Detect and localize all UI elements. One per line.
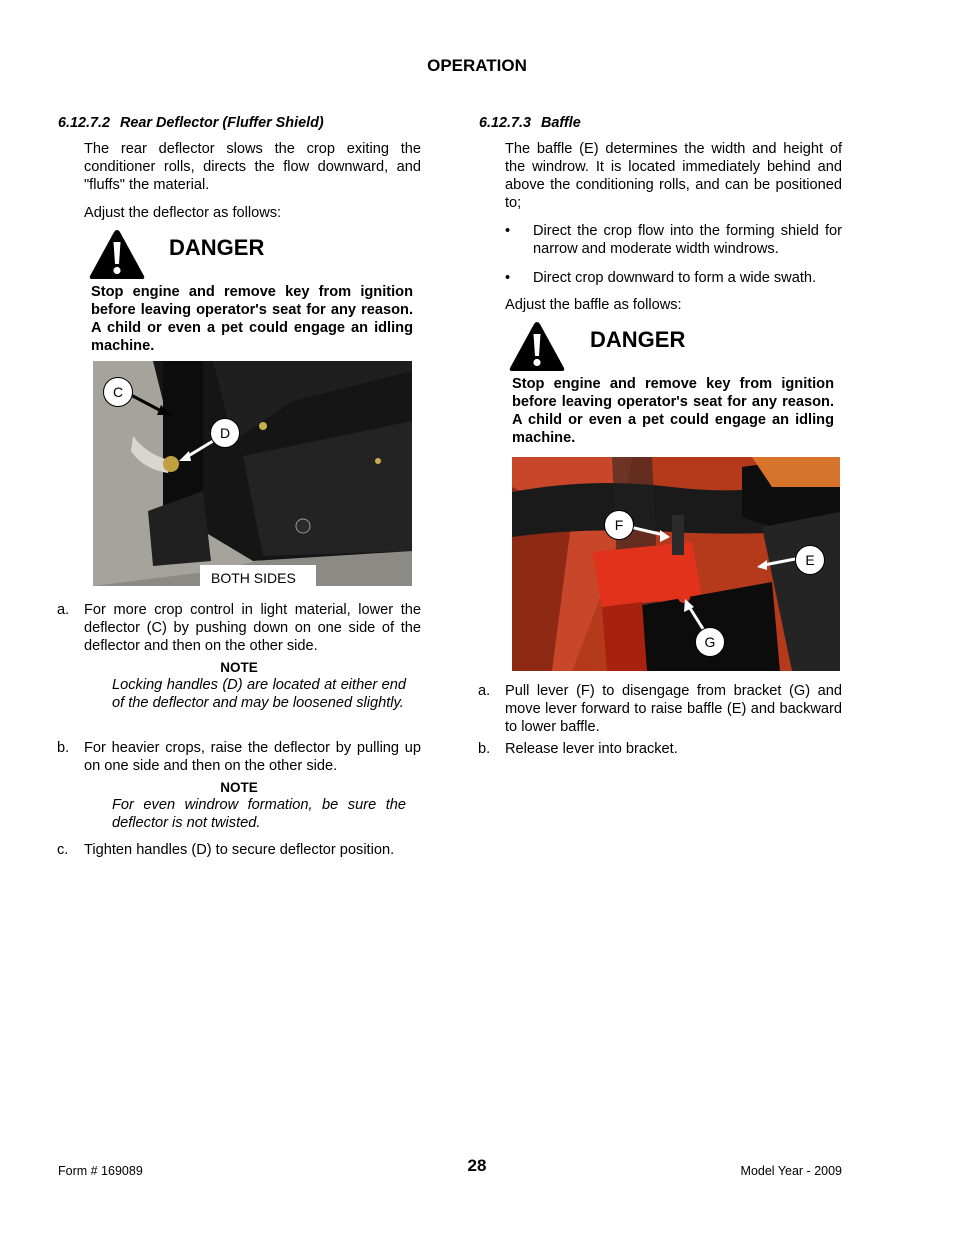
- step-text: Pull lever (F) to disengage from bracket (G) and move lever forward to raise baffle (E) and backward to lower baffle.: [505, 683, 842, 735]
- danger-message: Stop engine and remove key from ignition before leaving operator's seat for any reason. A child or even a pet could engage an idling machine.: [512, 376, 834, 446]
- baffle-intro: The baffle (E) determines the width and height of the windrow. It is located immediately behind and above the conditioning rolls, and can be positioned to;: [505, 141, 842, 211]
- danger-title: DANGER: [169, 235, 265, 260]
- danger-message: Stop engine and remove key from ignition before leaving operator's seat for any reason. A child or even a pet could engage an idling machine.: [91, 284, 413, 354]
- bullet-text: Direct the crop flow into the forming shield for narrow and moderate width windrows.: [533, 223, 842, 257]
- label-e: E: [795, 545, 825, 575]
- rear-deflector-intro: The rear deflector slows the crop exiting the conditioner rolls, directs the flow downward, and "fluffs" the material.: [84, 141, 421, 193]
- adjust-baffle-text: Adjust the baffle as follows:: [505, 297, 682, 313]
- model-year: Model Year - 2009: [740, 1164, 842, 1178]
- bullet-icon: •: [505, 270, 511, 286]
- step-c: [57, 841, 421, 859]
- danger-warning-icon: [508, 320, 566, 373]
- section-heading-rear-deflector: [58, 114, 324, 132]
- section-number: 6.12.7.2: [58, 115, 111, 131]
- step-marker: b.: [57, 740, 70, 756]
- label-d: D: [210, 418, 240, 448]
- bullet-text: Direct crop downward to form a wide swath.: [533, 270, 817, 286]
- label-c: C: [103, 377, 133, 407]
- step-a: [57, 601, 421, 655]
- section-heading-baffle: [479, 114, 581, 132]
- page-header: OPERATION: [427, 56, 527, 75]
- note-body: Locking handles (D) are located at either end of the deflector and may be loosened slightly.: [112, 677, 406, 711]
- step-marker: c.: [57, 842, 69, 858]
- section-title: Baffle: [541, 115, 581, 131]
- step-a: [478, 682, 842, 736]
- label-g: G: [695, 627, 725, 657]
- page-number: 28: [467, 1156, 487, 1175]
- deflector-photo: [93, 361, 412, 586]
- bullet-item: [505, 269, 842, 287]
- step-b: [57, 739, 421, 775]
- section-number: 6.12.7.3: [479, 115, 532, 131]
- note-heading: NOTE: [220, 780, 258, 795]
- deflector-photo-image: [93, 361, 412, 586]
- step-text: For more crop control in light material, lower the deflector (C) by pushing down on one side of the deflector and then on the other side.: [84, 602, 421, 654]
- step-b: [478, 740, 842, 758]
- both-sides-caption: BOTH SIDES: [211, 570, 296, 586]
- adjust-deflector-text: Adjust the deflector as follows:: [84, 205, 282, 221]
- note-body: For even windrow formation, be sure the deflector is not twisted.: [112, 797, 406, 831]
- section-title: Rear Deflector (Fluffer Shield): [120, 115, 324, 131]
- step-marker: a.: [478, 683, 491, 699]
- note-heading: NOTE: [220, 660, 258, 675]
- step-text: For heavier crops, raise the deflector by pulling up on one side and then on the other side.: [84, 740, 421, 774]
- step-marker: a.: [57, 602, 70, 618]
- danger-warning-icon: [88, 228, 146, 281]
- form-number: Form # 169089: [58, 1164, 143, 1178]
- label-f: F: [604, 510, 634, 540]
- step-text: Tighten handles (D) to secure deflector position.: [84, 842, 395, 858]
- baffle-photo: [512, 457, 840, 671]
- bullet-item: [505, 222, 842, 258]
- step-text: Release lever into bracket.: [505, 741, 678, 757]
- danger-title: DANGER: [590, 327, 686, 352]
- bullet-icon: •: [505, 223, 511, 239]
- step-marker: b.: [478, 741, 491, 757]
- baffle-photo-image: [512, 457, 840, 671]
